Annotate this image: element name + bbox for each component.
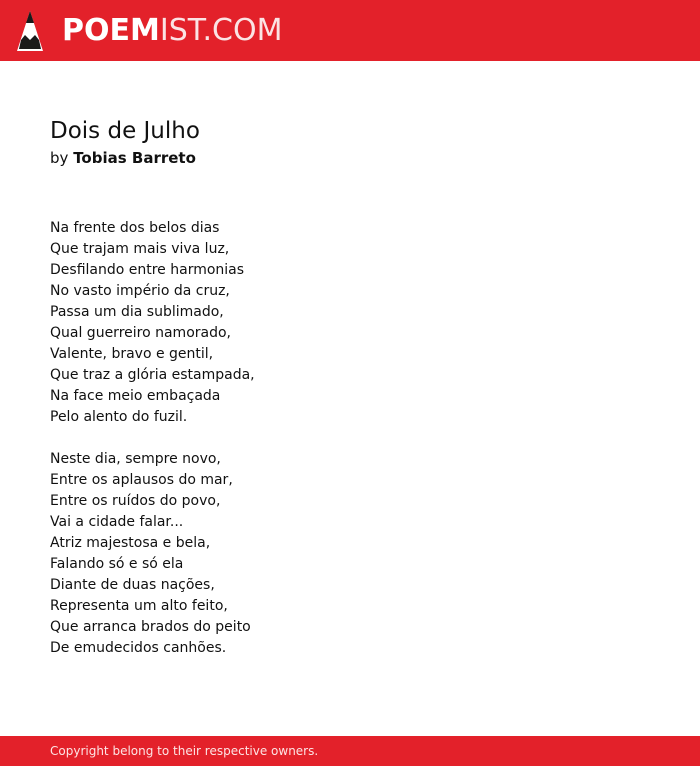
poem-content: [50, 116, 650, 680]
site-logo-text: [62, 9, 282, 53]
site-logo-link[interactable]: [16, 9, 282, 53]
stanza-1: [50, 218, 650, 428]
logo-text-bold: POEM: [62, 13, 160, 48]
logo-text-light: IST.COM: [159, 13, 283, 48]
poem-line: Representa um alto feito,: [50, 598, 228, 614]
poem-byline: [50, 147, 650, 169]
poem-line: Entre os ruídos do povo,: [50, 493, 221, 509]
poem-line: Que trajam mais viva luz,: [50, 241, 230, 257]
pencil-tip-icon: [16, 10, 44, 52]
poem-line: Vai a cidade falar...: [50, 514, 184, 530]
poem-line: Valente, bravo e gentil,: [50, 346, 214, 362]
poem-line: Neste dia, sempre novo,: [50, 451, 221, 467]
poem-body: [50, 218, 650, 659]
site-header: [0, 0, 700, 61]
poem-line: De emudecidos canhões.: [50, 640, 227, 656]
site-footer: [0, 736, 700, 766]
poem-line: Diante de duas nações,: [50, 577, 215, 593]
stanza-2: [50, 449, 650, 659]
poem-line: Pelo alento do fuzil.: [50, 409, 188, 425]
poem-line: Na frente dos belos dias: [50, 220, 220, 236]
poem-title: Dois de Julho: [50, 118, 200, 144]
poem-line: Passa um dia sublimado,: [50, 304, 224, 320]
poem-line: Que arranca brados do peito: [50, 619, 251, 635]
byline-label: by: [50, 149, 69, 167]
poem-line: No vasto império da cruz,: [50, 283, 230, 299]
author-link[interactable]: Tobias Barreto: [73, 149, 196, 167]
copyright-notice: Copyright belong to their respective owners.: [50, 744, 319, 758]
poem-line: Qual guerreiro namorado,: [50, 325, 232, 341]
poem-line: Atriz majestosa e bela,: [50, 535, 211, 551]
poem-line: Desfilando entre harmonias: [50, 262, 245, 278]
poem-line: Que traz a glória estampada,: [50, 367, 255, 383]
poem-line: Falando só e só ela: [50, 556, 184, 572]
poem-line: Na face meio embaçada: [50, 388, 221, 404]
poem-line: Entre os aplausos do mar,: [50, 472, 233, 488]
